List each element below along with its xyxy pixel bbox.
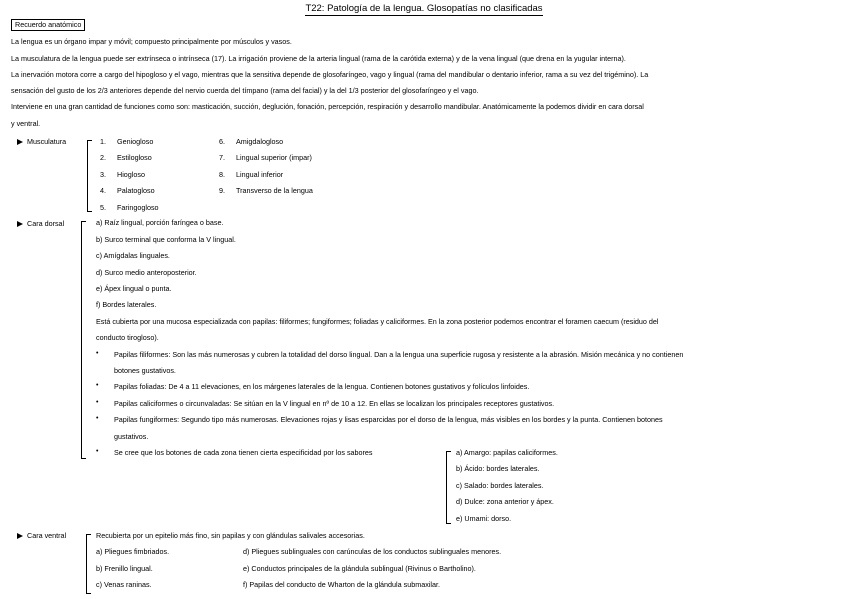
bracket xyxy=(81,221,86,459)
dorsal-item: b) Surco terminal que conforma la V lingual. xyxy=(96,235,236,244)
arrow-right-icon xyxy=(17,221,23,227)
section-heading-recuerdo: Recuerdo anatómico xyxy=(11,19,85,31)
ventral-item: f) Papilas del conducto de Wharton de la glándula submaxilar. xyxy=(243,580,440,589)
dorsal-item: f) Bordes laterales. xyxy=(96,300,157,309)
sabor-item: b) Ácido: bordes laterales. xyxy=(456,464,540,473)
papila-line: Se cree que los botones de cada zona tienen cierta especificidad por los sabores xyxy=(114,448,373,457)
section-cara-ventral: Cara ventral xyxy=(17,531,66,540)
ventral-item: c) Venas raninas. xyxy=(96,580,152,589)
page-title: T22: Patología de la lengua. Glosopatías no clasificadas xyxy=(305,3,543,14)
dorsal-item: d) Surco medio anteroposterior. xyxy=(96,268,197,277)
mucosa-line: Está cubierta por una mucosa especializada con papilas: filiformes; fungiformes; foliadas y caliciformes. En la zona posterior podemos encontrar el foramen caecum (residuo del xyxy=(96,317,659,326)
muscle-item: 5. Faringogloso xyxy=(100,203,159,212)
bullet-icon: • xyxy=(96,350,99,357)
section-musculatura: Musculatura xyxy=(17,137,66,146)
sabor-item: c) Salado: bordes laterales. xyxy=(456,481,544,490)
intro-line: La musculatura de la lengua puede ser extrínseca o intrínseca (17). La irrigación proviene de la arteria lingual (rama de la carótida externa) y de la vena lingual (que drena en la yugular interna). xyxy=(11,54,626,63)
intro-line: La inervación motora corre a cargo del hipogloso y el vago, mientras que la sensitiva depende de glosofaríngeo, vago y lingual (rama del mandibular o dentario inferior, rama a su vez del trigémino). La xyxy=(11,70,649,79)
section-cara-dorsal: Cara dorsal xyxy=(17,219,64,228)
papila-line: Papilas fungiformes: Segundo tipo más numerosas. Elevaciones rojas y lisas esparcidas por el dorso de la lengua, más visibles en los bordes y la punta. Contienen botones xyxy=(114,415,663,424)
sabor-item: e) Umami: dorso. xyxy=(456,514,512,523)
bullet-icon: • xyxy=(96,382,99,389)
bracket xyxy=(86,534,91,594)
muscle-item: 7. Lingual superior (impar) xyxy=(219,153,312,162)
dorsal-item: c) Amígdalas linguales. xyxy=(96,251,170,260)
muscle-item: 6. Amigdalogloso xyxy=(219,137,284,146)
bracket xyxy=(87,140,92,212)
bullet-icon: • xyxy=(96,399,99,406)
sabor-item: a) Amargo: papilas caliciformes. xyxy=(456,448,558,457)
arrow-right-icon xyxy=(17,533,23,539)
sabor-item: d) Dulce: zona anterior y ápex. xyxy=(456,497,554,506)
muscle-item: 3. Hiogloso xyxy=(100,170,145,179)
dorsal-item: e) Ápex lingual o punta. xyxy=(96,284,172,293)
ventral-item: b) Frenillo lingual. xyxy=(96,564,153,573)
muscle-item: 2. Estilogloso xyxy=(100,153,152,162)
intro-line: La lengua es un órgano impar y móvil; compuesto principalmente por músculos y vasos. xyxy=(11,37,292,46)
ventral-item: e) Conductos principales de la glándula sublingual (Rivinus o Bartholino). xyxy=(243,564,476,573)
ventral-item: a) Pliegues fimbriados. xyxy=(96,547,170,556)
arrow-right-icon xyxy=(17,139,23,145)
papila-line: Papilas foliadas: De 4 a 11 elevaciones, en los márgenes laterales de la lengua. Contienen botones gustativos y folículos linfoides. xyxy=(114,382,530,391)
papila-line: Papilas caliciformes o circunvaladas: Se sitúan en la V lingual en nº de 10 a 12. En ellas se localizan los principales receptores gustativos. xyxy=(114,399,555,408)
intro-line: sensación del gusto de los 2/3 anteriores depende del nervio cuerda del tímpano (rama del facial) y la del 1/3 posterior del glosofaríngeo y el vago. xyxy=(11,86,479,95)
intro-line: y ventral. xyxy=(11,119,41,128)
papila-line: Papilas filiformes: Son las más numerosas y cubren la totalidad del dorso lingual. Dan a la lengua una superficie rugosa y resistente a la abrasión. Misión mecánica y no contienen xyxy=(114,350,684,359)
papila-line: botones gustativos. xyxy=(114,366,176,375)
mucosa-line: conducto tirogloso). xyxy=(96,333,159,342)
ventral-item: d) Pliegues sublinguales con carúnculas de los conductos sublinguales menores. xyxy=(243,547,502,556)
dorsal-item: a) Raíz lingual, porción faríngea o base. xyxy=(96,218,224,227)
intro-line: Interviene en una gran cantidad de funciones como son: masticación, succión, deglución, fonación, percepción, respiración y desarrollo mandibular. Anatómicamente la podemos dividir en cara dorsal xyxy=(11,102,644,111)
bracket xyxy=(446,451,451,524)
muscle-item: 1. Geniogloso xyxy=(100,137,154,146)
papila-line: gustativos. xyxy=(114,432,149,441)
muscle-item: 8. Lingual inferior xyxy=(219,170,284,179)
bullet-icon: • xyxy=(96,448,99,455)
muscle-item: 9. Transverso de la lengua xyxy=(219,186,313,195)
bullet-icon: • xyxy=(96,415,99,422)
muscle-item: 4. Palatogloso xyxy=(100,186,155,195)
ventral-desc: Recubierta por un epitelio más fino, sin papilas y con glándulas salivales accesorias. xyxy=(96,531,365,540)
